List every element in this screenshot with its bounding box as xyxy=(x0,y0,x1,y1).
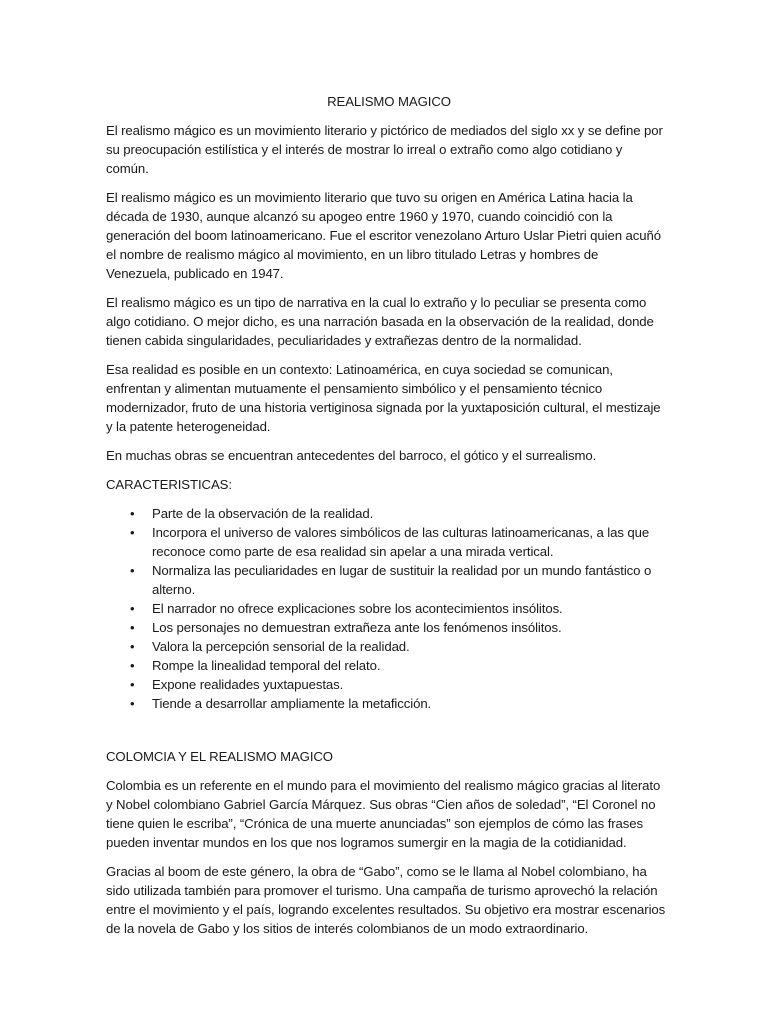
intro-paragraph-1: El realismo mágico es un movimiento literario y pictórico de mediados del siglo xx y se define por su preocupación estilística y el interés de mostrar lo irreal o extraño como algo cotidiano y común. xyxy=(106,123,663,176)
bullet-icon: • xyxy=(130,677,135,692)
bullet-icon: • xyxy=(130,525,135,540)
list-item-text: Parte de la observación de la realidad. xyxy=(152,506,374,521)
colombia-paragraph-1: Colombia es un referente en el mundo para el movimiento del realismo mágico gracias al literato y Nobel colombiano Gabriel García Márquez. Sus obras “Cien años de soledad”, “El Coronel no tiene quien le escriba”, “Crónica de una muerte anunciadas” son ejemplos de cómo las frases pueden inventar mundos en los que nos logramos sumergir en la magia de la cotidianidad. xyxy=(106,778,661,850)
list-item xyxy=(106,694,666,713)
list-item-text: Normaliza las peculiaridades en lugar de sustituir la realidad por un mundo fantástico o alterno. xyxy=(152,563,652,597)
bullet-icon: • xyxy=(130,658,135,673)
intro-paragraph-3: El realismo mágico es un tipo de narrativa en la cual lo extraño y lo peculiar se presenta como algo cotidiano. O mejor dicho, es una narración basada en la observación de la realidad, donde tienen cabida singularidades, peculiaridades y extrañezas dentro de la normalidad. xyxy=(106,295,654,348)
intro-paragraph-4: Esa realidad es posible en un contexto: Latinoamérica, en cuya sociedad se comunican, enfrentan y alimentan mutuamente el pensamiento simbólico y el pensamiento técnico modernizador, fruto de una historia vertiginosa signada por la yuxtaposición cultural, el mestizaje y la patente heterogeneidad. xyxy=(106,362,661,434)
list-item-text: Incorpora el universo de valores simbólicos de las culturas latinoamericanas, a las que reconoce como parte de esa realidad sin apelar a una mirada vertical. xyxy=(152,525,650,559)
characteristics-list xyxy=(106,504,666,713)
characteristics-heading: CARACTERISTICAS: xyxy=(106,477,232,492)
bullet-icon: • xyxy=(130,620,135,635)
bullet-icon: • xyxy=(130,601,135,616)
bullet-icon: • xyxy=(130,563,135,578)
bullet-icon: • xyxy=(130,506,135,521)
intro-paragraph-2: El realismo mágico es un movimiento literario que tuvo su origen en América Latina hacia la década de 1930, aunque alcanzó su apogeo entre 1960 y 1970, cuando coincidió con la generación del boom latinoamericano. Fue el escritor venezolano Arturo Uslar Pietri quien acuñó el nombre de realismo mágico al movimiento, en un libro titulado Letras y hombres de Venezuela, publicado en 1947. xyxy=(106,190,661,281)
intro-paragraph-5: En muchas obras se encuentran antecedentes del barroco, el gótico y el surrealismo. xyxy=(106,448,597,463)
list-item-text: El narrador no ofrece explicaciones sobre los acontecimientos insólitos. xyxy=(152,601,563,616)
list-item xyxy=(106,618,666,637)
colombia-paragraph-2: Gracias al boom de este género, la obra de “Gabo”, como se le llama al Nobel colombiano, ha sido utilizada también para promover el turismo. Una campaña de turismo aprovechó la relación entre el movimiento y el país, logrando excelentes resultados. Su objetivo era mostrar escenarios de la novela de Gabo y los sitios de interés colombianos de un modo extraordinario. xyxy=(106,864,666,936)
section-spacer xyxy=(106,723,666,747)
colombia-heading: COLOMCIA Y EL REALISMO MAGICO xyxy=(106,749,333,764)
list-item-text: Valora la percepción sensorial de la realidad. xyxy=(152,639,410,654)
bullet-icon: • xyxy=(130,696,135,711)
document-title: REALISMO MAGICO xyxy=(327,94,451,109)
document-body xyxy=(106,92,666,948)
list-item-text: Tiende a desarrollar ampliamente la metaficción. xyxy=(152,696,432,711)
list-item xyxy=(106,523,666,561)
list-item xyxy=(106,504,666,523)
list-item xyxy=(106,637,666,656)
list-item xyxy=(106,599,666,618)
list-item xyxy=(106,561,666,599)
list-item-text: Expone realidades yuxtapuestas. xyxy=(152,677,344,692)
list-item-text: Los personajes no demuestran extrañeza ante los fenómenos insólitos. xyxy=(152,620,562,635)
list-item-text: Rompe la linealidad temporal del relato. xyxy=(152,658,381,673)
list-item xyxy=(106,675,666,694)
list-item xyxy=(106,656,666,675)
bullet-icon: • xyxy=(130,639,135,654)
